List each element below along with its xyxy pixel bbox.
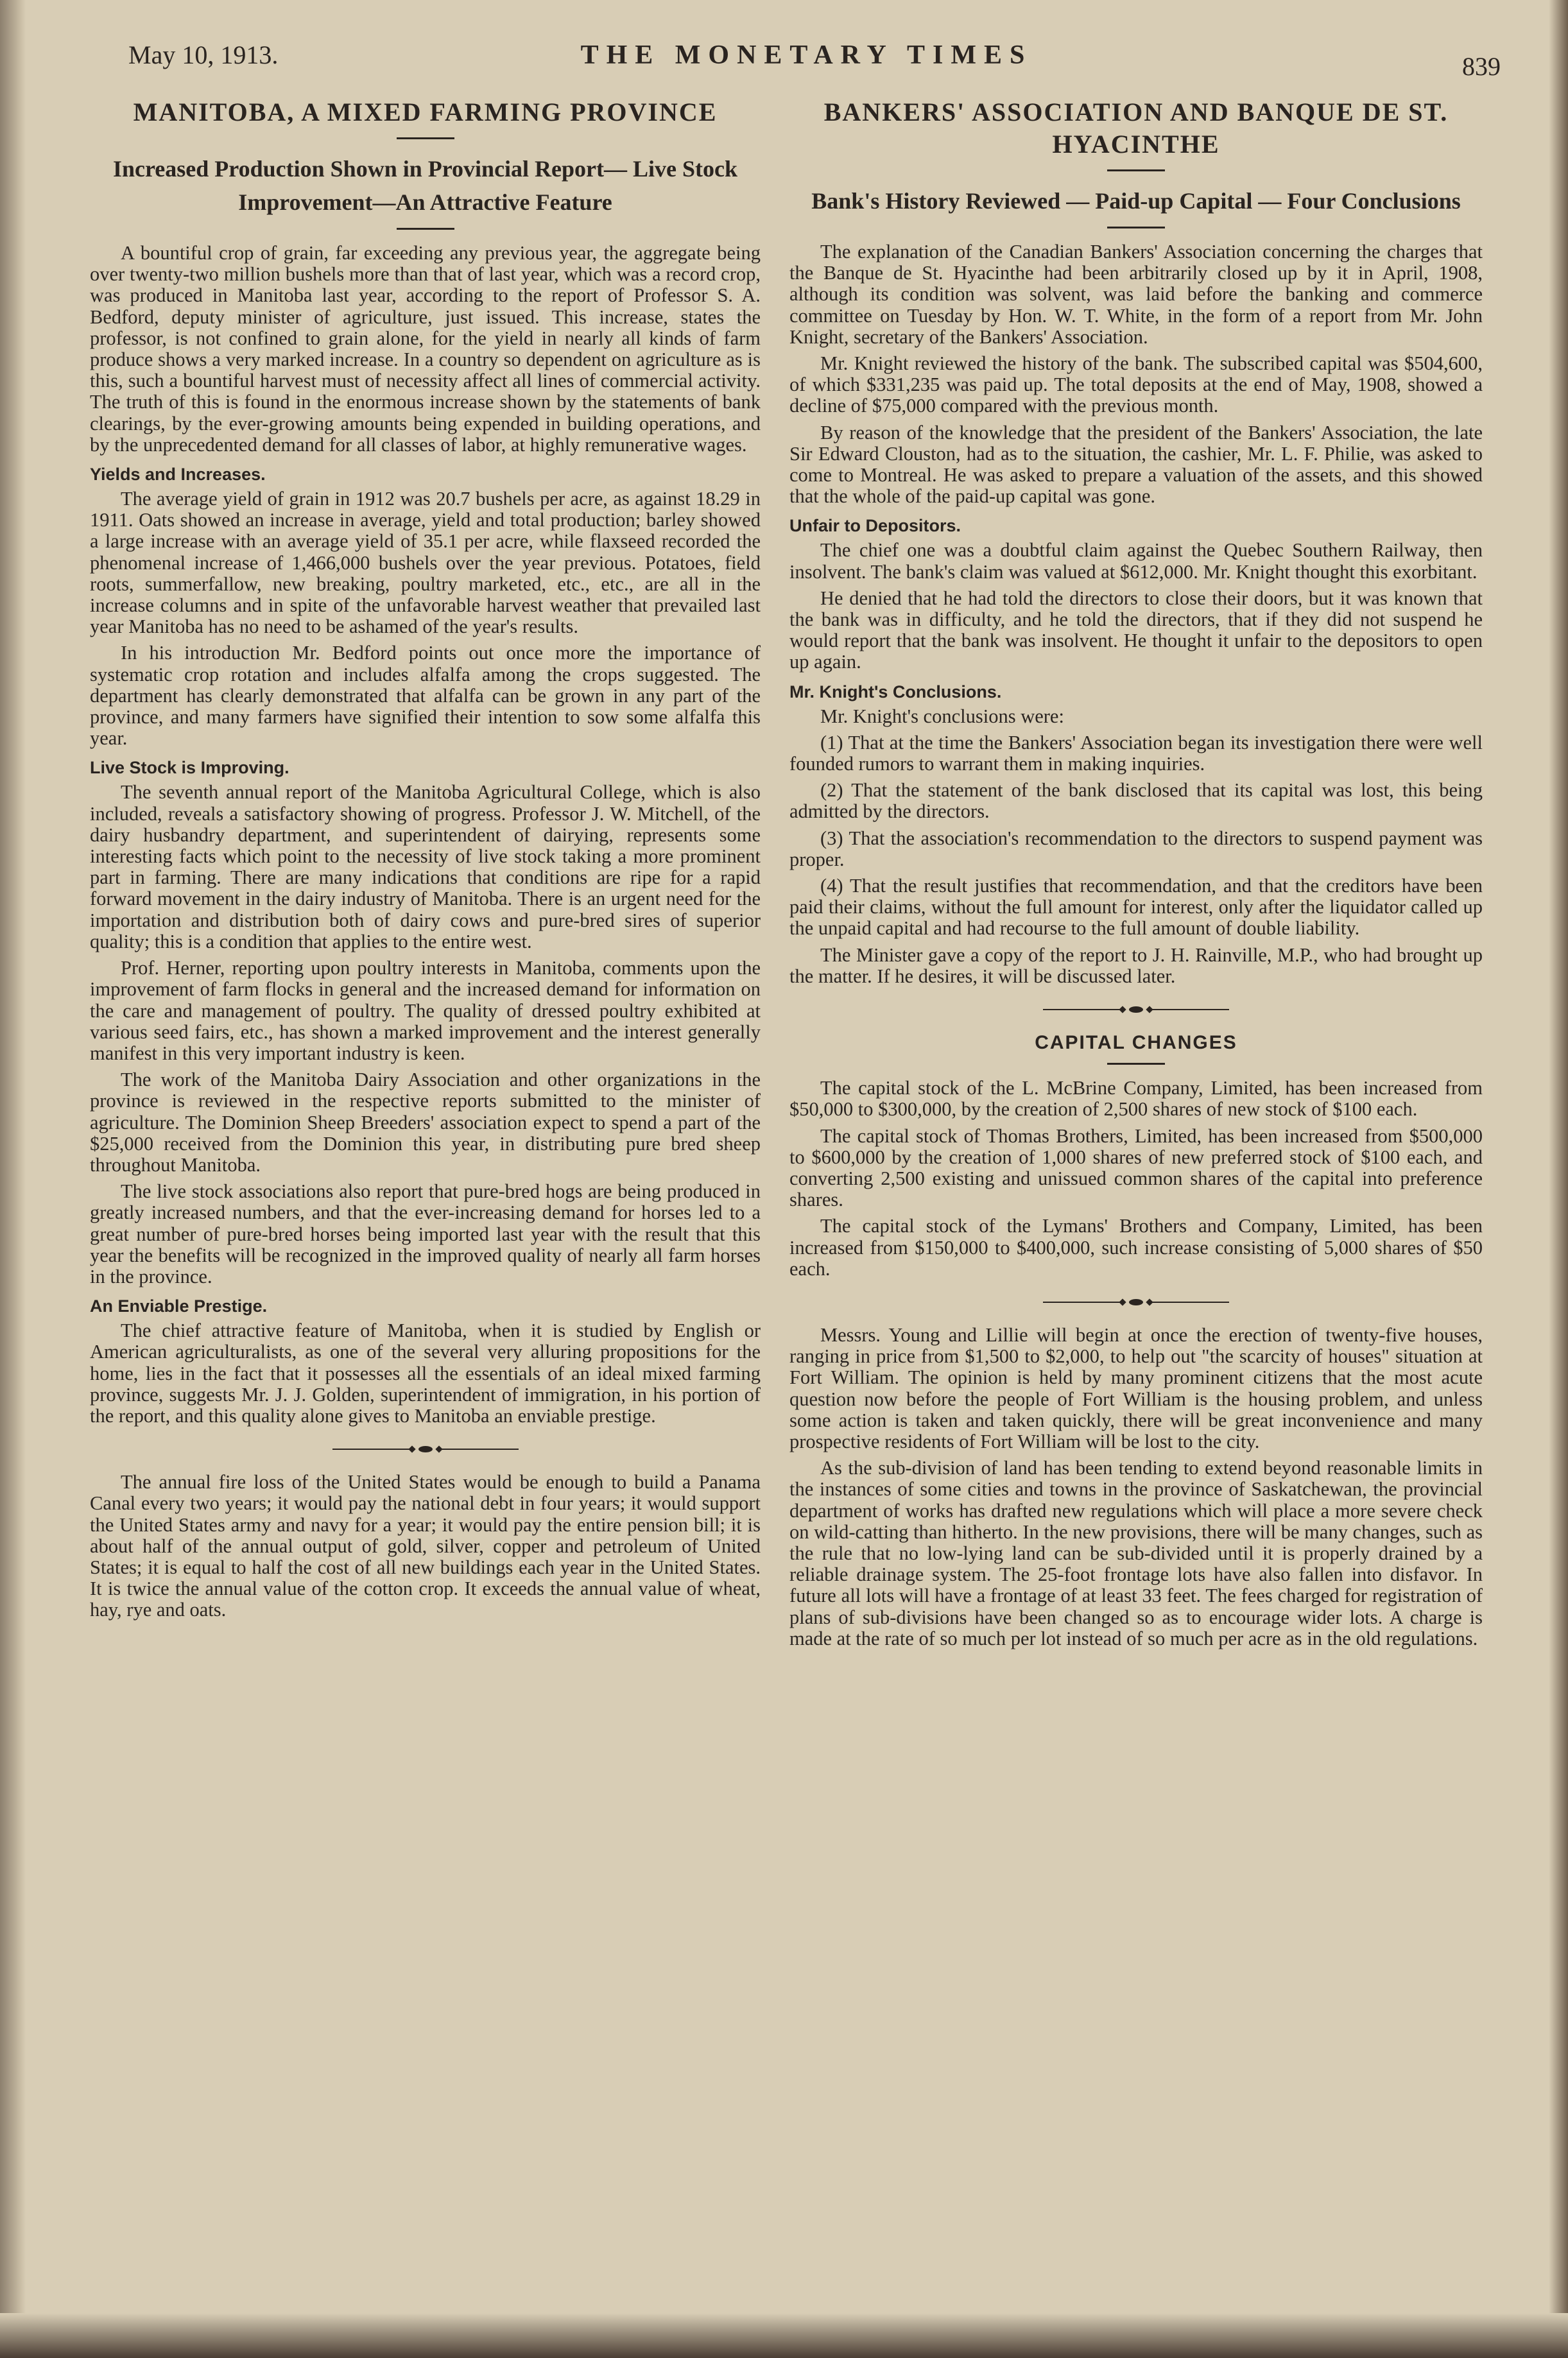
article-paragraph: A bountiful crop of grain, far exceeding any previous year, the aggregate being over twenty-two million bushels more than that of last year, which was a record crop, was produced in Manitoba last year, according to the report of Professor S. A. Bedford, deputy minister of agriculture, just issued. This increase, states the professor, is not confined to grain alone, for the yield in nearly all kinds of farm produce shows a very marked increase. In a country so dependent on agriculture as is this, such a bountiful harvest must of necessity affect all lines of commercial activity. The truth of this is found in the enormous increase shown by the statements of bank clearings, by the ever-growing amounts being expended in building operations, and by the unprecedented demand for all classes of labor, at highly remunerative wages. — [90, 242, 761, 456]
article-paragraph: Messrs. Young and Lillie will begin at once the erection of twenty-five houses, ranging in price from $1,500 to $2,000, to help out "the scarcity of houses" situation at Fort William. The opinion is held by many prominent citizens that the most acute question now before the people of Fort William is the housing problem, and unless some action is taken and taken quickly, there will be great inconvenience and many prospective residents of Fort William will be lost to the city. — [789, 1323, 1483, 1452]
article-paragraph: He denied that he had told the directors to close their doors, but it was known that the bank was in difficulty, and he told the directors, that if they did not suspend he would report that the bank was insolvent. He thought it unfair to the depositors to open up again. — [789, 587, 1483, 673]
article-paragraph: The seventh annual report of the Manitoba Agricultural College, which is also included, reveals a satisfactory showing of progress. Professor J. W. Mitchell, of the dairy husbandry department, and superintendent of dairying, represents some interesting facts which point to the necessity of live stock taking a more prominent part in farming. There are many indications that conditions are ripe for a rapid forward movement in the dairy industry of Manitoba. There is an urgent need for the importation and distribution both of dairy cows and pure-bred sires of superior quality; this is a condition that applies to the entire west. — [90, 781, 761, 952]
section-heading: Mr. Knight's Conclusions. — [789, 682, 1002, 701]
ornamental-divider — [789, 1299, 1483, 1305]
article-subhead: Increased Production Shown in Provincial Report— Live Stock Improvement—An Attractive Feature — [112, 156, 738, 215]
article-paragraph: By reason of the knowledge that the president of the Bankers' Association, the late Sir Edward Clouston, had as to the situation, the cashier, Mr. L. F. Philie, was asked to come to Montreal. He was asked to prepare a valuation of the assets, and this showed that the whole of the paid-up capital was gone. — [789, 421, 1483, 508]
article-paragraph: The capital stock of the L. McBrine Company, Limited, has been increased from $50,000 to $300,000, by the creation of 2,500 shares of new stock of $100 each. — [789, 1077, 1483, 1121]
page-edge — [1549, 0, 1568, 2358]
issue-date: May 10, 1913. — [128, 40, 279, 69]
headline-rule — [1107, 169, 1165, 171]
left-column — [90, 96, 761, 1626]
page-number: 839 — [1462, 52, 1501, 81]
book-spine — [0, 0, 26, 2358]
article-headline: MANITOBA, A MIXED FARMING PROVINCE — [133, 98, 718, 126]
conclusion-item: (1) That at the time the Bankers' Association began its investigation there were well founded rumors to warrant them in making inquiries. — [789, 731, 1483, 775]
section-heading: Live Stock is Improving. — [90, 758, 289, 778]
section-heading: Yields and Increases. — [90, 465, 266, 485]
conclusion-item: (4) That the result justifies that recommendation, and that the creditors have been paid their claims, without the full amount for interest, only after the liquidator called up the unpaid capital and had recourse to the full amount of double liability. — [789, 875, 1483, 940]
subhead-rule — [1107, 227, 1165, 228]
article-paragraph: The capital stock of the Lymans' Brothers and Company, Limited, has been increased from $150,000 to $400,000, such increase consisting of 5,000 shares of $50 each. — [789, 1215, 1483, 1280]
article-paragraph: The capital stock of Thomas Brothers, Limited, has been increased from $500,000 to $600,000 by the creation of 1,000 shares of new preferred stock of $100 each, and converting 2,500 existing and unissued common shares of the capital into preference shares. — [789, 1124, 1483, 1211]
article-paragraph: Mr. Knight reviewed the history of the bank. The subscribed capital was $504,600, of which $331,235 was paid up. The total deposits at the end of May, 1908, showed a decline of $75,000 compared with the previous month. — [789, 352, 1483, 417]
article-subhead: Bank's History Reviewed — Paid-up Capital — Four Conclusions — [811, 188, 1461, 214]
section-heading: An Enviable Prestige. — [90, 1296, 268, 1316]
article-paragraph: The chief one was a doubtful claim against the Quebec Southern Railway, then insolvent. The bank's claim was valued at $612,000. Mr. Knight thought this exorbitant. — [789, 539, 1483, 583]
ornamental-divider — [90, 1446, 761, 1452]
article-paragraph: Mr. Knight's conclusions were: — [820, 705, 1064, 727]
article-paragraph: The annual fire loss of the United States would be enough to build a Panama Canal every two years; it would pay the national debt in four years; it would support the United States army and navy for a year; it would pay the entire pension bill; it is about half of the annual output of gold, silver, copper and petroleum of United States; it is equal to half the cost of all new buildings each year in the United States. It is twice the annual value of the cotton crop. It exceeds the annual value of wheat, hay, rye and oats. — [90, 1471, 761, 1621]
capital-changes-heading: CAPITAL CHANGES — [1035, 1032, 1237, 1054]
page-header — [96, 40, 1517, 85]
headline-rule — [397, 137, 454, 139]
article-paragraph: In his introduction Mr. Bedford points out once more the importance of systematic crop rotation and includes alfalfa among the crops suggested. The department has clearly demonstrated that alfalfa can be grown in any part of the province, and many farmers have signified their intention to sow some alfalfa this year. — [90, 642, 761, 750]
article-paragraph: The average yield of grain in 1912 was 20.7 bushels per acre, as against 18.29 in 1911. Oats showed an increase in average, yield and total production; barley showed a large increase with an average yield of 35.1 per acre, while flaxseed recorded the phenomenal increase of 1,466,000 bushels over the year previous. Potatoes, field roots, summerfallow, new breaking, poultry marketed, etc., etc., are all in the increase columns and in spite of the unfavorable harvest weather that prevailed last year Manitoba has no need to be ashamed of the year's results. — [90, 488, 761, 638]
article-paragraph: The explanation of the Canadian Bankers' Association concerning the charges that the Banque de St. Hyacinthe had been arbitrarily closed up by it in April, 1908, although its condition was solvent, was laid before the banking and commerce committee on Tuesday by Hon. W. T. White, in the form of a report from Mr. John Knight, secretary of the Bankers' Association. — [789, 241, 1483, 348]
article-paragraph: The chief attractive feature of Manitoba, when it is studied by English or American agriculturalists, as one of the several very alluring propositions for the home, lies in the fact that it possesses all the essentials of an ideal mixed farming province, suggests Mr. J. J. Golden, superintendent of immigration, in his portion of the report, and this quality alone gives to Manitoba an enviable prestige. — [90, 1320, 761, 1427]
conclusion-item: (2) That the statement of the bank disclosed that its capital was lost, this being admitted by the directors. — [789, 779, 1483, 823]
publication-title: THE MONETARY TIMES — [580, 40, 1033, 70]
ornamental-divider — [789, 1006, 1483, 1013]
section-heading: Unfair to Depositors. — [789, 516, 961, 536]
article-paragraph: The live stock associations also report that pure-bred hogs are being produced in greatly increased numbers, and that the ever-increasing demand for horses led to a great number of pure-bred horses being imported last year with the result that this year the benefits will be recognized in the improved quality of nearly all farm horses in the province. — [90, 1180, 761, 1287]
capital-heading-rule — [1107, 1063, 1165, 1065]
article-paragraph: Prof. Herner, reporting upon poultry interests in Manitoba, comments upon the improvement of farm flocks in general and the increased demand for information on the care and management of poultry. The quality of dressed poultry exhibited at various seed fairs, etc., has shown a marked improvement and the interest generally manifest in this very important industry is keen. — [90, 957, 761, 1064]
article-headline: BANKERS' ASSOCIATION AND BANQUE DE ST. HYACINTHE — [823, 98, 1449, 159]
page-bottom-edge — [0, 2313, 1568, 2358]
article-paragraph: As the sub-division of land has been tending to extend beyond reasonable limits in the instances of some cities and towns in the province of Saskatchewan, the provincial department of works has drafted new regulations which will place a more severe check on wild-catting than hitherto. In the new provisions, there will be many changes, such as the rule that no low-lying land can be sub-divided until it is properly drained by a reliable drainage system. The 25-foot frontage lots have also fallen into disfavor. In future all lots will have a frontage of at least 33 feet. The fees charged for registration of plans of sub-divisions have been changed so as to encourage wider lots. A charge is made at the rate of so much per lot instead of so much per acre as in the old regulations. — [789, 1457, 1483, 1649]
right-column — [789, 96, 1483, 1655]
article-paragraph: The work of the Manitoba Dairy Association and other organizations in the province is reviewed in the respective reports submitted to the minister of agriculture. The Dominion Sheep Breeders' association expect to spend a part of the $25,000 received from the Dominion this year, in distributing pure bred sheep throughout Manitoba. — [90, 1069, 761, 1176]
conclusion-item: (3) That the association's recommendation to the directors to suspend payment was proper. — [789, 827, 1483, 870]
subhead-rule — [397, 228, 454, 230]
article-paragraph: The Minister gave a copy of the report to J. H. Rainville, M.P., who had brought up the matter. If he desires, it will be discussed later. — [789, 943, 1483, 987]
